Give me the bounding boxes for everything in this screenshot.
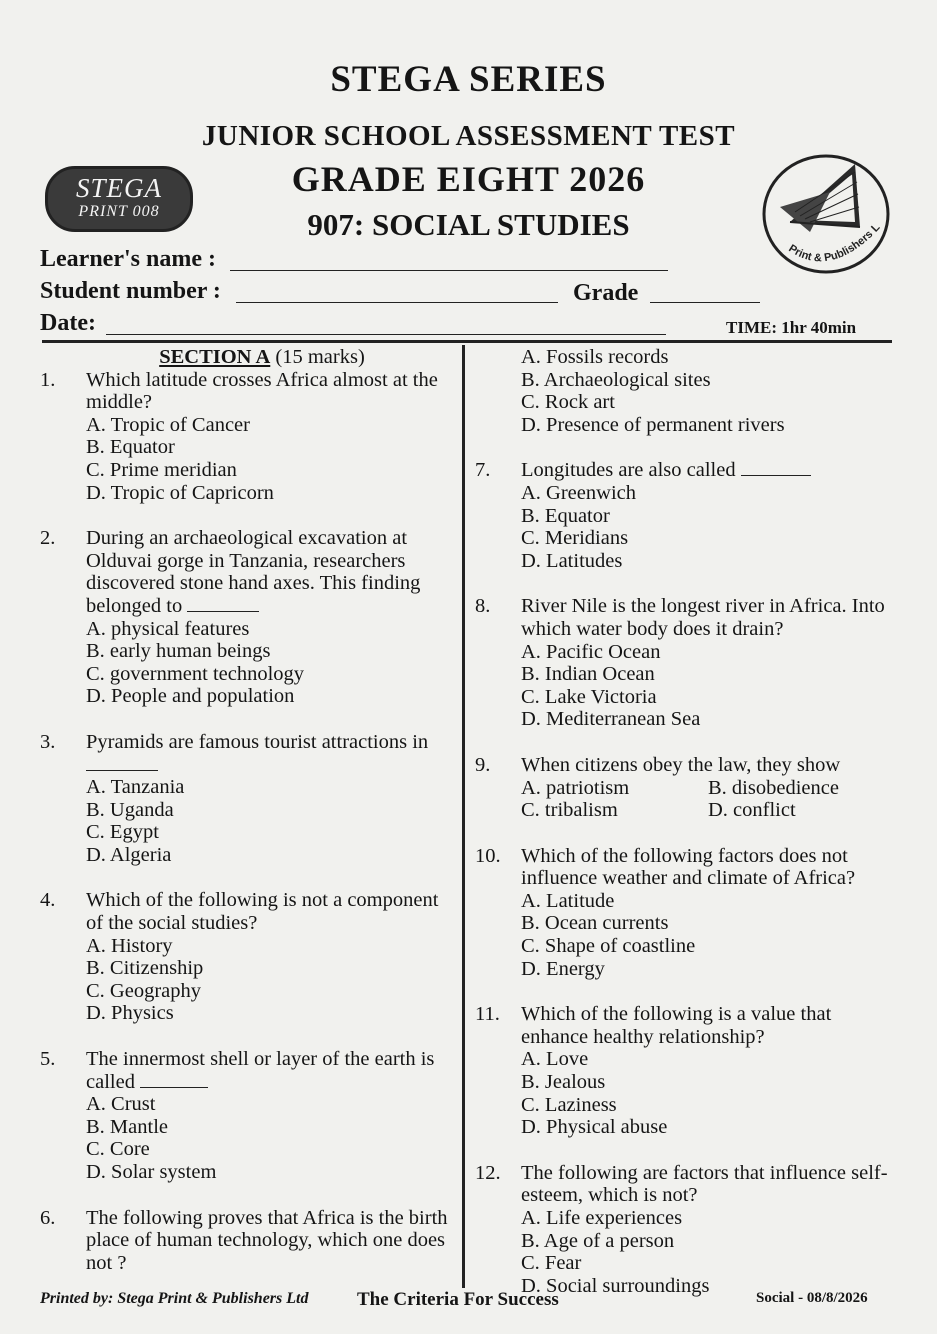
option: D. Latitudes [521,549,623,572]
publisher-seal-logo [760,152,892,277]
answer-blank[interactable] [741,460,811,476]
option: D. Tropic of Capricorn [86,481,274,504]
option: C. Core [86,1138,150,1161]
learner-name-line[interactable] [230,270,668,271]
option: A. Tropic of Cancer [86,413,250,436]
option: A. Pacific Ocean [521,640,661,663]
question-text: The following are factors that influence self-esteem, which is not? [521,1161,888,1207]
left-column [40,346,456,1274]
question-number: 3. [40,730,56,753]
option: C. Meridians [521,527,629,550]
option: D. Physics [86,1002,174,1025]
grade-line[interactable] [650,302,760,303]
question-text: Which latitude crosses Africa almost at the middle? [86,368,438,414]
question-text: Which of the following is not a component of the social studies? [86,889,439,935]
assessment-title: JUNIOR SCHOOL ASSESSMENT TEST [201,120,736,152]
header-rule [42,340,892,343]
option: A. Tanzania [86,776,185,799]
question-number: 1. [40,368,56,391]
option: C. Prime meridian [86,458,237,481]
answer-blank[interactable] [187,596,259,612]
question-8 [475,595,895,731]
question-number: 4. [40,889,56,912]
page-footer [0,1288,937,1318]
option: A. Life experiences [521,1207,683,1229]
logo-left-line2: PRINT 008 [78,203,160,220]
option: B. disobedience [708,776,839,799]
option: D. Mediterranean Sea [521,708,701,731]
question-number: 9. [475,753,491,776]
option: A. Love [521,1048,589,1071]
option: B. Ocean currents [521,912,669,935]
question-text: Which of the following is a value that enhance healthy relationship? [521,1003,832,1048]
option: B. Citizenship [86,957,204,980]
option: C. Egypt [86,821,159,844]
option: C. Rock art [521,391,615,414]
question-3 [40,731,456,867]
option: C. Lake Victoria [521,685,657,708]
seal-text: Print & Publishers L [786,221,883,265]
question-number: 11. [475,1003,500,1026]
right-column [475,346,895,1297]
slogan: The Criteria For Success [357,1289,559,1310]
section-title: SECTION A [159,346,271,368]
option: B. Age of a person [521,1229,675,1252]
question-6 [40,1207,456,1275]
option: D. Presence of permanent rivers [521,413,785,436]
question-text: Pyramids are famous tourist attractions in [86,730,429,753]
option: D. Physical abuse [521,1116,668,1139]
question-number: 2. [40,527,56,550]
option: D. Social surroundings [521,1274,710,1297]
option: C. Shape of coastline [521,935,696,958]
option: D. Solar system [86,1161,217,1183]
option: D. conflict [708,799,796,822]
question-10 [475,845,895,981]
question-number: 6. [40,1206,56,1229]
question-number: 10. [475,844,501,867]
printed-by: Printed by: Stega Print & Publishers Ltd [40,1290,309,1307]
question-12 [475,1162,895,1298]
option: A. History [86,934,173,957]
student-number-line[interactable] [236,302,558,303]
answer-blank[interactable] [86,755,158,771]
option: C. government technology [86,662,305,685]
option: A. physical features [86,617,250,640]
option: A. Crust [86,1093,156,1116]
grade-title: GRADE EIGHT 2026 [291,159,646,199]
section-marks: (15 marks) [275,346,365,368]
option: C. Fear [521,1252,582,1275]
section-heading [68,346,456,369]
option: C. Laziness [521,1093,617,1116]
stega-print-logo [45,166,193,232]
option: C. tribalism [521,799,618,822]
question-number: 7. [475,459,491,482]
option: B. Mantle [86,1115,168,1138]
column-divider [462,345,465,1288]
option: A. patriotism [521,776,630,799]
paper-code: Social - 08/8/2026 [756,1290,868,1306]
option: B. Uganda [86,798,174,821]
subject-title: 907: SOCIAL STUDIES [307,207,630,242]
date-label: Date: [40,310,96,336]
question-6-options [475,346,895,436]
question-text: During an archaeological excavation at Olduvai gorge in Tanzania, researchers discovered stone hand axes. This finding belonged to [86,527,421,617]
series-title: STEGA SERIES [330,59,607,100]
option: B. Jealous [521,1071,606,1094]
question-5 [40,1048,456,1184]
option: A. Greenwich [521,481,636,504]
question-text: The innermost shell or layer of the earth is called [86,1048,435,1093]
option: C. Geography [86,979,202,1002]
question-2 [40,527,456,708]
option: D. Algeria [86,843,172,866]
option: B. Indian Ocean [521,663,655,686]
question-text: When citizens obey the law, they show [521,753,841,776]
answer-blank[interactable] [140,1072,208,1088]
learner-name-label: Learner's name : [40,246,216,272]
option: D. People and population [86,685,295,708]
question-9 [475,754,895,822]
option: B. Equator [521,504,610,527]
date-line[interactable] [106,334,666,335]
time-allowed: TIME: 1hr 40min [726,318,857,337]
option: B. early human beings [86,640,271,663]
question-4 [40,889,456,1025]
question-1 [40,369,456,505]
option: A. Fossils records [521,346,669,368]
grade-label: Grade [573,280,639,306]
question-text: Longitudes are also called [521,459,736,482]
question-number: 12. [475,1161,501,1184]
student-number-label: Student number : [40,278,221,304]
option: D. Energy [521,957,605,980]
question-7 [475,459,895,572]
option: A. Latitude [521,889,615,912]
question-number: 8. [475,595,491,618]
question-number: 5. [40,1048,56,1071]
option: B. Equator [86,436,175,459]
logo-left-line1: STEGA [76,173,162,203]
question-text: Which of the following factors does not influence weather and climate of Africa? [521,844,856,890]
question-11 [475,1003,895,1139]
question-text: River Nile is the longest river in Africa. Into which water body does it drain? [521,595,885,640]
question-text: The following proves that Africa is the birth place of human technology, which one does not ? [86,1206,448,1274]
option: B. Archaeological sites [521,368,711,391]
